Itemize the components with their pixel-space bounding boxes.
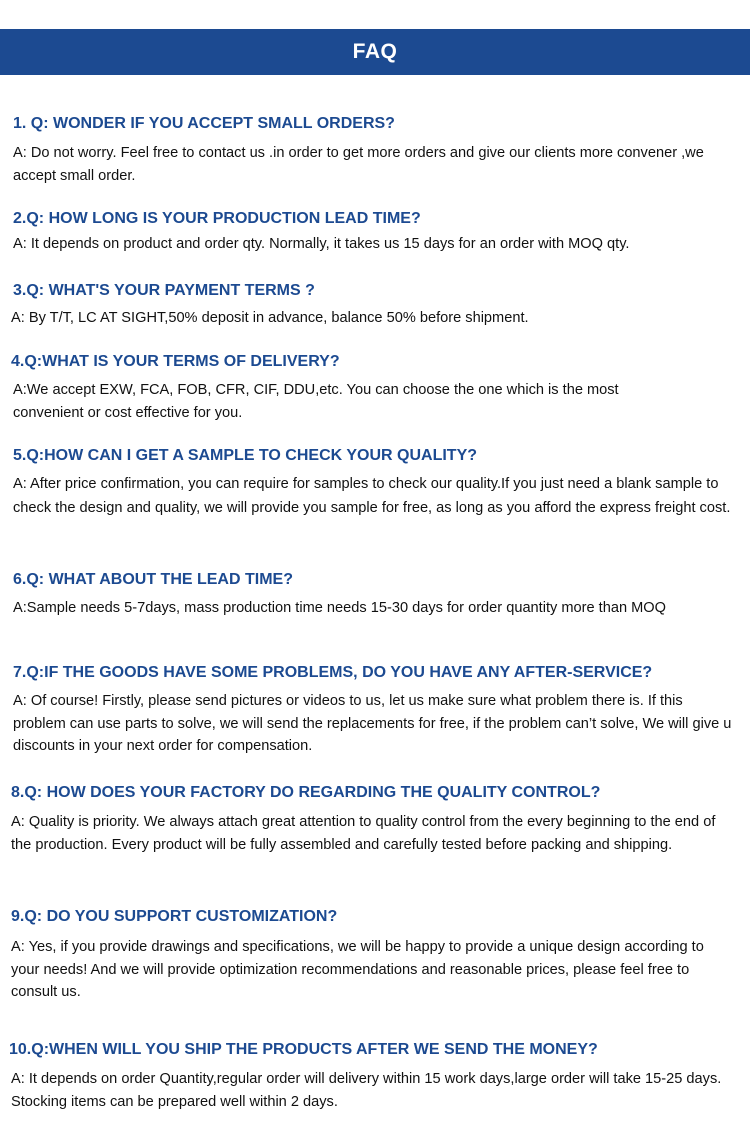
- faq-answer: A: After price confirmation, you can require for samples to check our quality.If you just need a blank sample to check the design and quality, we will provide you sample for free, as long as you afford the express freight cost.: [13, 476, 731, 516]
- faq-question: 2.Q: HOW LONG IS YOUR PRODUCTION LEAD TIME?: [13, 210, 421, 227]
- faq-question: 6.Q: WHAT ABOUT THE LEAD TIME?: [13, 571, 293, 588]
- faq-question: 4.Q:WHAT IS YOUR TERMS OF DELIVERY?: [11, 353, 340, 370]
- faq-answer: A: Do not worry. Feel free to contact us .in order to get more orders and give our clients more convener ,we accept small order.: [13, 145, 704, 184]
- faq-question: 9.Q: DO YOU SUPPORT CUSTOMIZATION?: [11, 908, 338, 925]
- faq-answer: A: Of course! Firstly, please send pictures or videos to us, let us make sure what problem there is. If this problem can use parts to solve, we will send the replacements for free, if the problem can’t solve, We will give u discounts in your next order for compensation.: [13, 693, 732, 754]
- page-title: FAQ: [352, 40, 398, 63]
- faq-header-banner: [0, 29, 750, 75]
- faq-question: 7.Q:IF THE GOODS HAVE SOME PROBLEMS, DO YOU HAVE ANY AFTER-SERVICE?: [13, 664, 653, 681]
- faq-answer: A: It depends on product and order qty. Normally, it takes us 15 days for an order with MOQ qty.: [13, 236, 630, 252]
- faq-answer: A:We accept EXW, FCA, FOB, CFR, CIF, DDU,etc. You can choose the one which is the most convenient or cost effective for you.: [13, 382, 619, 421]
- faq-question: 3.Q: WHAT'S YOUR PAYMENT TERMS ?: [13, 282, 315, 299]
- faq-answer: A: It depends on order Quantity,regular order will delivery within 15 work days,large order will take 15-25 days. Stocking items can be prepared well within 2 days.: [11, 1071, 722, 1110]
- faq-question: 8.Q: HOW DOES YOUR FACTORY DO REGARDING THE QUALITY CONTROL?: [11, 784, 601, 801]
- faq-question: 1. Q: WONDER IF YOU ACCEPT SMALL ORDERS?: [13, 115, 395, 132]
- faq-answer: A: Yes, if you provide drawings and specifications, we will be happy to provide a unique design according to your needs! And we will provide optimization recommendations and reasonable prices, please feel free to consult us.: [11, 939, 704, 1000]
- faq-question: 10.Q:WHEN WILL YOU SHIP THE PRODUCTS AFTER WE SEND THE MONEY?: [9, 1041, 598, 1058]
- faq-answer: A: By T/T, LC AT SIGHT,50% deposit in advance, balance 50% before shipment.: [11, 310, 529, 326]
- faq-answer: A:Sample needs 5-7days, mass production time needs 15-30 days for order quantity more than MOQ: [13, 600, 666, 616]
- faq-answer: A: Quality is priority. We always attach great attention to quality control from the every beginning to the end of the production. Every product will be fully assembled and carefully tested before packing and shipping.: [11, 814, 716, 853]
- faq-question: 5.Q:HOW CAN I GET A SAMPLE TO CHECK YOUR QUALITY?: [13, 447, 478, 464]
